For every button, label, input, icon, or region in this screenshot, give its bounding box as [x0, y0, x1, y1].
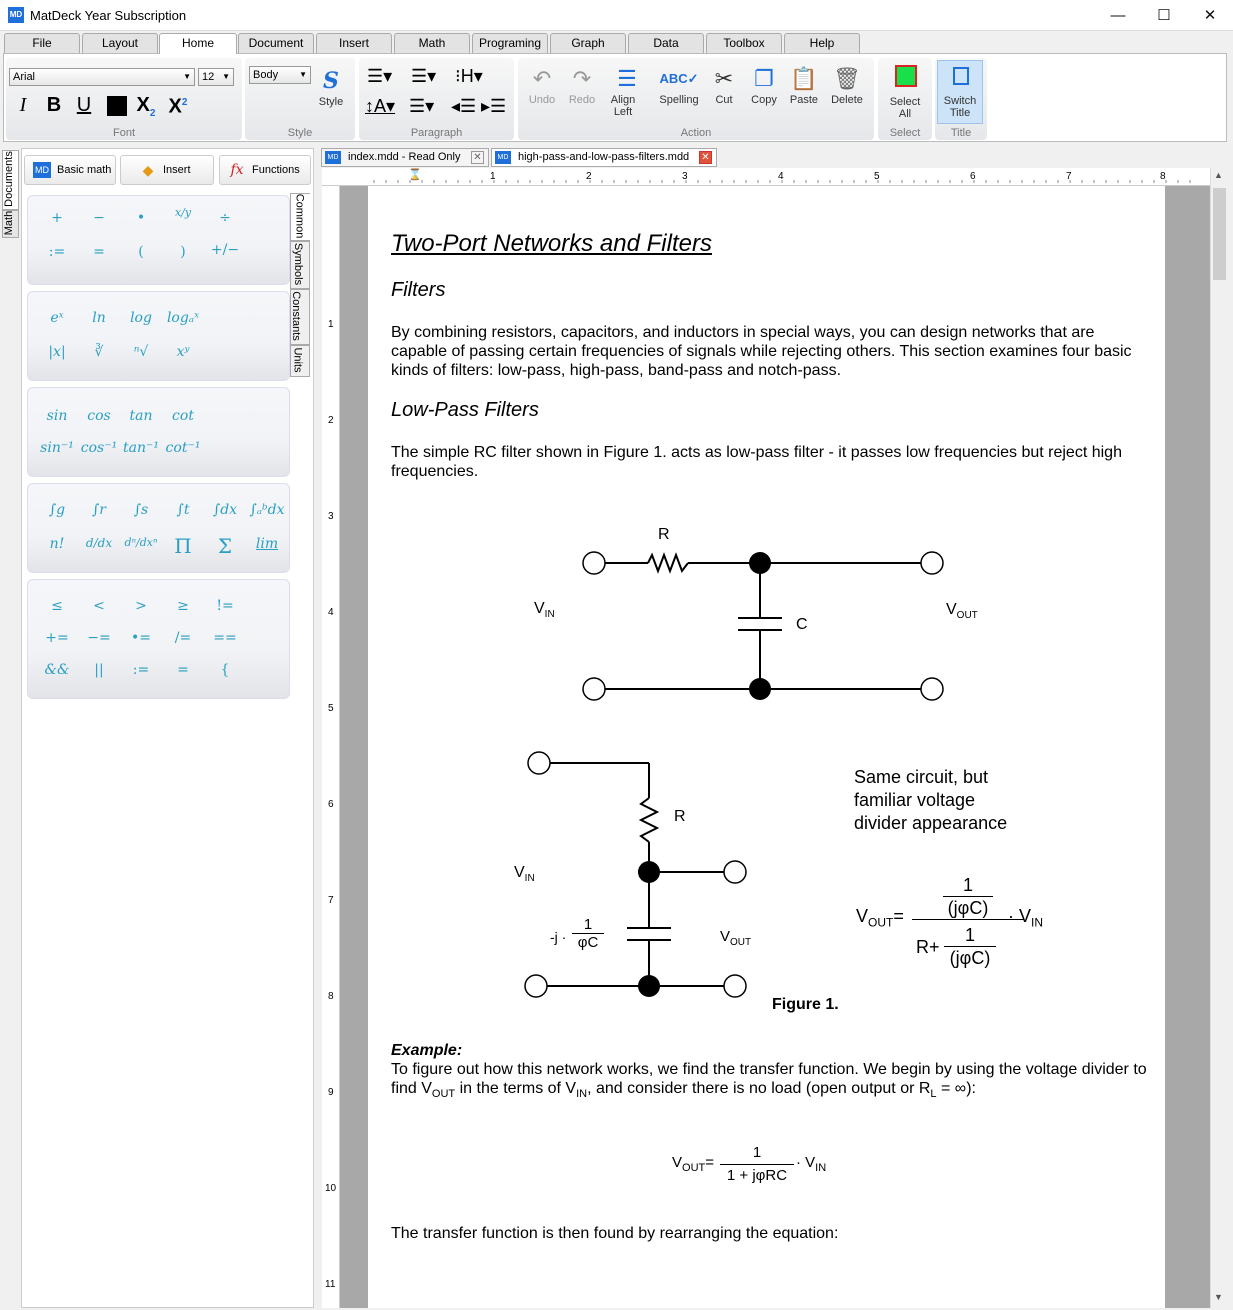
select-all-icon: [895, 65, 917, 87]
eq1-equals: =: [893, 906, 904, 926]
ruler-label: 5: [328, 703, 334, 714]
sin-symbol[interactable]: sin: [46, 408, 68, 424]
ge-symbol[interactable]: ≥: [177, 598, 189, 614]
cut-button[interactable]: [706, 64, 742, 106]
doc-tab-filters[interactable]: [491, 148, 717, 167]
ex-sub: OUT: [431, 1088, 456, 1101]
multiply-symbol[interactable]: •: [136, 210, 146, 226]
equation-2-lhs: [672, 1154, 714, 1174]
scissors-icon: ✂: [714, 66, 734, 91]
underline-button[interactable]: U: [76, 94, 92, 116]
redo-label: Redo: [568, 94, 596, 106]
tab-home[interactable]: Home: [159, 33, 237, 54]
paren-open-symbol[interactable]: (: [138, 244, 144, 260]
integral-g-symbol[interactable]: ∫g: [48, 502, 66, 518]
align-left-label: Align Left: [610, 94, 636, 118]
integral-s-symbol[interactable]: ∫s: [133, 502, 149, 518]
minus-symbol[interactable]: −: [93, 210, 105, 226]
tab-units-label: Units: [291, 347, 304, 373]
eq2-sub: OUT: [682, 1162, 706, 1174]
paste-button[interactable]: [786, 64, 822, 106]
vout-sub: OUT: [730, 937, 752, 948]
frac-den: φC: [577, 934, 599, 951]
factorial-symbol[interactable]: n!: [49, 536, 65, 552]
functions-label: Functions: [252, 164, 300, 176]
definite-integral-symbol[interactable]: ∫ₐᵇdx: [249, 502, 285, 518]
ex-text: find V: [391, 1080, 432, 1097]
not-equal-symbol[interactable]: !=: [216, 598, 234, 614]
heading-filters: Filters: [391, 279, 446, 301]
close-tab-icon[interactable]: ✕: [471, 151, 484, 164]
paragraph-rc-filter: The simple RC filter shown in Figure 1. acts as low-pass filter - it passes low frequencies but reject high frequencies.: [391, 444, 1122, 480]
circuit1-vout-label: [946, 601, 978, 621]
neg-j-label: -j ·: [550, 929, 567, 945]
eq2-num: 1: [720, 1142, 794, 1165]
palette-operators: [27, 195, 290, 285]
acos-symbol[interactable]: cos⁻¹: [80, 440, 118, 456]
heading-low-pass: Low-Pass Filters: [391, 399, 539, 421]
fraction-symbol[interactable]: x/y: [174, 206, 192, 219]
integral-t-symbol[interactable]: ∫t: [176, 502, 190, 518]
undo-label: Undo: [528, 94, 556, 106]
maximize-button[interactable]: ☐: [1157, 7, 1171, 24]
delete-label: Delete: [831, 94, 863, 106]
scroll-thumb[interactable]: [1213, 188, 1226, 280]
bullet-list-icon[interactable]: ☰▾: [367, 66, 393, 86]
doc-tab-index[interactable]: [321, 148, 489, 167]
ex-sub: IN: [576, 1088, 588, 1101]
eq2-den: 1 + jφRC: [726, 1167, 788, 1184]
le-symbol[interactable]: ≤: [51, 598, 63, 614]
log-base-symbol[interactable]: logₐˣ: [166, 310, 200, 326]
paste-icon: 📋: [790, 66, 818, 91]
divide-symbol[interactable]: ÷: [219, 210, 231, 226]
log-symbol[interactable]: log: [130, 310, 152, 326]
font-color-icon[interactable]: [107, 96, 127, 116]
tab-file[interactable]: File: [4, 33, 80, 53]
equality-symbol[interactable]: ==: [213, 630, 237, 646]
palette-exponents: [27, 291, 290, 381]
math-panel: [21, 148, 314, 1308]
spelling-icon: ABC✓: [659, 71, 699, 86]
font-group: [6, 58, 242, 140]
md-icon: MD: [33, 162, 51, 178]
side-tab-documents[interactable]: [2, 150, 19, 210]
undo-button[interactable]: [524, 64, 560, 106]
bold-button[interactable]: B: [46, 94, 62, 116]
subscript-button[interactable]: $X_2$: [136, 94, 156, 119]
close-tab-icon[interactable]: ✕: [699, 151, 712, 164]
ex-text: = ∞):: [936, 1080, 976, 1097]
integral-dx-symbol[interactable]: ∫dx: [212, 502, 238, 518]
tab-units[interactable]: [290, 345, 310, 377]
tab-data[interactable]: Data: [628, 33, 704, 53]
vout-v: V: [946, 601, 957, 618]
tab-programing[interactable]: Programing: [472, 33, 548, 53]
ruler-label: 8: [1160, 171, 1166, 182]
align-left-button[interactable]: [604, 64, 650, 118]
redo-icon: ↷: [572, 66, 592, 91]
circuit2-vout-label: [720, 928, 751, 948]
ruler-label: 3: [328, 511, 334, 522]
horizontal-ruler: [322, 168, 1210, 186]
eq2-equals: =: [705, 1154, 715, 1171]
document-page[interactable]: [368, 186, 1165, 1308]
font-size-select[interactable]: 12 ▼: [198, 68, 234, 86]
tab-math[interactable]: Math: [394, 33, 470, 53]
title-group-label: Title: [950, 127, 972, 139]
copy-label: Copy: [751, 94, 777, 106]
eq1-times-sub: IN: [1031, 915, 1044, 930]
switch-title-label-1: Switch: [943, 95, 977, 107]
select-all-label-1: Select: [889, 96, 921, 108]
style-group: [245, 58, 355, 140]
vin-v: V: [514, 864, 525, 881]
equation-1-lhs: [856, 906, 904, 930]
palette-calculus: [27, 483, 290, 573]
example-label: Example:: [391, 1042, 463, 1059]
document-area: [340, 186, 1210, 1308]
eq2-times: · V: [796, 1154, 816, 1171]
eq1-inner-frac: [944, 924, 996, 969]
equation-2-fraction: [720, 1142, 794, 1187]
select-group: [878, 58, 932, 140]
switch-title-icon: [953, 67, 969, 85]
global-assign-symbol[interactable]: =: [177, 662, 189, 678]
tab-common[interactable]: [290, 193, 310, 241]
eq1-r: R+: [916, 937, 940, 957]
select-all-button[interactable]: [882, 62, 928, 120]
close-button[interactable]: ✕: [1203, 7, 1217, 24]
voltage-divider-note: [854, 766, 1007, 835]
note-line: familiar voltage: [854, 790, 976, 810]
undo-icon: ↶: [532, 66, 552, 91]
heading-label: H: [460, 66, 474, 86]
side-tab-documents-label: Documents: [2, 151, 15, 207]
ruler-label: 4: [778, 171, 784, 182]
cos-symbol[interactable]: cos: [87, 408, 111, 424]
indent-decrease-icon[interactable]: ◂☰: [451, 96, 477, 116]
ruler-label: 6: [328, 799, 334, 810]
minimize-button[interactable]: —: [1110, 7, 1126, 24]
switch-title-label-2: Title: [949, 107, 971, 119]
ruler-label: 5: [874, 171, 880, 182]
doc-tab-filters-label: high-pass-and-low-pass-filters.mdd: [518, 151, 690, 163]
ex-sub: L: [930, 1088, 937, 1101]
equation-2-rhs: [796, 1154, 826, 1174]
ruler-label: 7: [1066, 171, 1072, 182]
copy-icon: ❐: [754, 66, 774, 91]
circuit1-resistor-label: R: [658, 526, 670, 543]
circuit-2-diagram: [518, 746, 778, 1006]
tab-layout[interactable]: Layout: [82, 33, 158, 53]
paragraph-group-label: Paragraph: [410, 127, 463, 139]
redo-button[interactable]: [564, 64, 600, 106]
vin-sub: IN: [524, 873, 535, 885]
scroll-down-icon[interactable]: ▼: [1214, 1292, 1223, 1302]
acot-symbol[interactable]: cot⁻¹: [165, 440, 201, 456]
example-line-2: [391, 1079, 1151, 1104]
trash-icon: 🗑: [833, 66, 861, 91]
copy-button[interactable]: [746, 64, 782, 106]
ruler-label: 6: [970, 171, 976, 182]
note-line: divider appearance: [854, 813, 1008, 833]
paragraph-intro: By combining resistors, capacitors, and inductors in special ways, you can design networks that are capable of passing certain frequencies of signals while rejecting others. This section examines four basic kinds of filters: low-pass, high-pass, band-pass and notch-pass.: [391, 324, 1132, 379]
style-icon: S: [323, 68, 339, 94]
paste-label: Paste: [789, 94, 819, 106]
example-line-1: To figure out how this network works, we find the transfer function. We begin by using the voltage divider to: [391, 1061, 1147, 1078]
eq1-rden: (jφC): [949, 948, 991, 968]
md-doc-icon: MD: [325, 151, 341, 164]
side-tab-math[interactable]: [2, 210, 19, 238]
tab-symbols-label: Symbols: [292, 242, 305, 286]
action-group-label: Action: [680, 127, 712, 139]
equation-1-rhs: [1008, 906, 1043, 930]
paragraph-group: [359, 58, 514, 140]
side-tab-math-label: Math: [3, 210, 16, 236]
style-button[interactable]: [313, 66, 349, 108]
eq2-times-sub: IN: [815, 1162, 827, 1174]
italic-button[interactable]: I: [19, 94, 27, 116]
nth-derivative-symbol[interactable]: dⁿ/dxⁿ: [124, 536, 158, 549]
eq1-num: 1: [962, 875, 973, 895]
ln-symbol[interactable]: ln: [92, 310, 106, 326]
font-name-value: Arial: [13, 71, 36, 83]
ribbon: [3, 53, 1227, 142]
ruler-ticks: [322, 168, 1210, 186]
sum-symbol[interactable]: Σ: [217, 534, 233, 558]
paragraph-transfer: The transfer function is then found by rearranging the equation:: [391, 1225, 839, 1242]
figure-caption: Figure 1.: [772, 996, 839, 1013]
heading-icon[interactable]: ⁝H▾: [455, 66, 483, 86]
eq2-v: V: [672, 1154, 683, 1171]
assign-symbol[interactable]: :=: [132, 662, 150, 678]
text-align-icon[interactable]: ↕A▾: [365, 96, 396, 116]
insert-label: Insert: [163, 164, 191, 176]
superscript-button[interactable]: $X^2$: [168, 95, 188, 118]
eq1-v: V: [856, 906, 869, 926]
vout-sub: OUT: [956, 610, 978, 622]
spelling-label: Spelling: [659, 94, 699, 106]
ex-text: in the terms of V: [455, 1080, 577, 1097]
tab-symbols[interactable]: [290, 241, 310, 289]
vertical-scrollbar[interactable]: [1210, 168, 1227, 1308]
tab-graph[interactable]: Graph: [550, 33, 626, 53]
circuit-1-diagram: [568, 526, 968, 706]
font-group-label: Font: [112, 127, 135, 139]
eq1-numerator: [943, 874, 993, 897]
plus-assign-symbol[interactable]: +=: [45, 630, 69, 646]
div-assign-symbol[interactable]: /=: [174, 630, 192, 646]
vertical-ruler: [322, 186, 340, 1308]
ruler-label: 3: [682, 171, 688, 182]
derivative-symbol[interactable]: d/dx: [85, 536, 113, 550]
basic-math-label: Basic math: [57, 164, 112, 176]
frac-num: 1: [572, 916, 604, 934]
style-value: Body: [253, 69, 279, 81]
limit-symbol[interactable]: lim: [255, 536, 279, 552]
tab-common-label: Common: [293, 193, 306, 239]
tab-help[interactable]: Help: [784, 33, 860, 53]
cube-root-symbol[interactable]: ∛: [94, 344, 104, 360]
eq1-sub: OUT: [868, 915, 894, 930]
numbered-list-icon[interactable]: ☰▾: [411, 66, 437, 86]
example-paragraph: [391, 1060, 1151, 1104]
circuit2-vin-label: [514, 864, 535, 884]
ruler-label: 2: [586, 171, 592, 182]
style-select[interactable]: Body ▼: [249, 66, 311, 84]
align-left-icon: ☰: [617, 66, 637, 91]
paren-close-symbol[interactable]: ): [180, 244, 186, 260]
side-tab-strip: [0, 148, 20, 1308]
vin-sub: IN: [544, 609, 555, 621]
cot-symbol[interactable]: cot: [172, 408, 194, 424]
palette-relational: [27, 579, 290, 699]
ruler-label: 4: [328, 607, 334, 618]
brace-symbol[interactable]: {: [220, 662, 230, 678]
action-group: [518, 58, 874, 140]
select-group-label: Select: [889, 127, 921, 139]
ruler-label: 1: [490, 171, 496, 182]
title-bar: [0, 0, 1233, 31]
font-name-select[interactable]: Arial ▼: [9, 68, 195, 86]
scroll-up-icon[interactable]: ▲: [1214, 170, 1223, 180]
minus-assign-symbol[interactable]: −=: [87, 630, 111, 646]
title-group: [935, 58, 987, 140]
and-symbol[interactable]: &&: [44, 662, 70, 678]
vin-v: V: [534, 600, 545, 617]
md-doc-icon: MD: [495, 151, 511, 164]
exp-symbol[interactable]: eˣ: [50, 310, 64, 326]
indent-increase-icon[interactable]: ▸☰: [481, 96, 507, 116]
plus-minus-symbol[interactable]: +/−: [210, 242, 240, 258]
eq1-num-den: (jφC): [912, 897, 1024, 920]
tab-toolbox[interactable]: Toolbox: [706, 33, 782, 53]
style-group-label: Style: [287, 127, 313, 139]
doc-title: Two-Port Networks and Filters: [391, 230, 712, 257]
tab-constants[interactable]: [290, 289, 310, 345]
equals-symbol[interactable]: =: [93, 244, 105, 260]
cut-label: Cut: [715, 94, 733, 106]
lt-symbol[interactable]: <: [93, 598, 105, 614]
or-symbol[interactable]: ||: [94, 662, 104, 678]
fx-icon: fx: [230, 162, 244, 178]
integral-r-symbol[interactable]: ∫r: [92, 502, 106, 518]
insert-button[interactable]: [120, 155, 214, 185]
tab-document[interactable]: Document: [238, 33, 314, 53]
circuit2-resistor-label: R: [674, 808, 686, 825]
impedance-fraction: [572, 916, 604, 951]
ruler-label: 9: [328, 1087, 334, 1098]
ruler-label: 8: [328, 991, 334, 1002]
ruler-indent-marker[interactable]: ⌛: [408, 169, 422, 181]
ex-text: , and consider there is no load (open output or R: [587, 1080, 931, 1097]
window-title: MatDeck Year Subscription: [30, 8, 187, 23]
abs-symbol[interactable]: |x|: [48, 344, 66, 360]
spelling-button[interactable]: [656, 64, 702, 106]
font-size-value: 12: [202, 71, 215, 83]
delete-button[interactable]: [826, 64, 868, 106]
mult-assign-symbol[interactable]: •=: [131, 630, 151, 646]
switch-title-button[interactable]: [937, 60, 983, 124]
power-symbol[interactable]: xʸ: [176, 344, 190, 360]
asin-symbol[interactable]: sin⁻¹: [40, 440, 74, 456]
atan-symbol[interactable]: tan⁻¹: [123, 440, 159, 456]
palette-trig: [27, 387, 290, 477]
app-icon: MD: [8, 7, 24, 23]
ruler-label: 2: [328, 415, 334, 426]
eq1-times: · V: [1008, 906, 1032, 926]
style-button-label: Style: [318, 96, 344, 108]
tan-symbol[interactable]: tan: [129, 408, 153, 424]
plus-symbol[interactable]: +: [51, 210, 63, 226]
insert-icon: ◆: [142, 162, 154, 178]
note-line: Same circuit, but: [854, 767, 989, 787]
select-all-label-2: All: [898, 108, 912, 120]
tab-constants-label: Constants: [289, 291, 302, 341]
ruler-label: 11: [325, 1279, 336, 1290]
circuit1-capacitor-label: C: [796, 616, 808, 633]
ruler-label: 1: [328, 319, 334, 330]
eq1-rnum: 1: [944, 924, 996, 947]
product-symbol[interactable]: Π: [174, 534, 192, 558]
ruler-label: 7: [328, 895, 334, 906]
functions-button[interactable]: [219, 155, 311, 185]
ruler-label: 10: [325, 1183, 337, 1194]
circuit1-vin-label: [534, 600, 555, 620]
basic-math-button[interactable]: [24, 155, 116, 185]
gt-symbol[interactable]: >: [135, 598, 147, 614]
define-symbol[interactable]: :=: [48, 244, 66, 260]
nth-root-symbol[interactable]: ⁿ√: [133, 344, 149, 360]
doc-tab-index-label: index.mdd - Read Only: [348, 151, 461, 163]
vout-v: V: [720, 928, 731, 945]
tab-insert[interactable]: Insert: [316, 33, 392, 53]
line-spacing-icon[interactable]: ☰▾: [409, 96, 435, 116]
